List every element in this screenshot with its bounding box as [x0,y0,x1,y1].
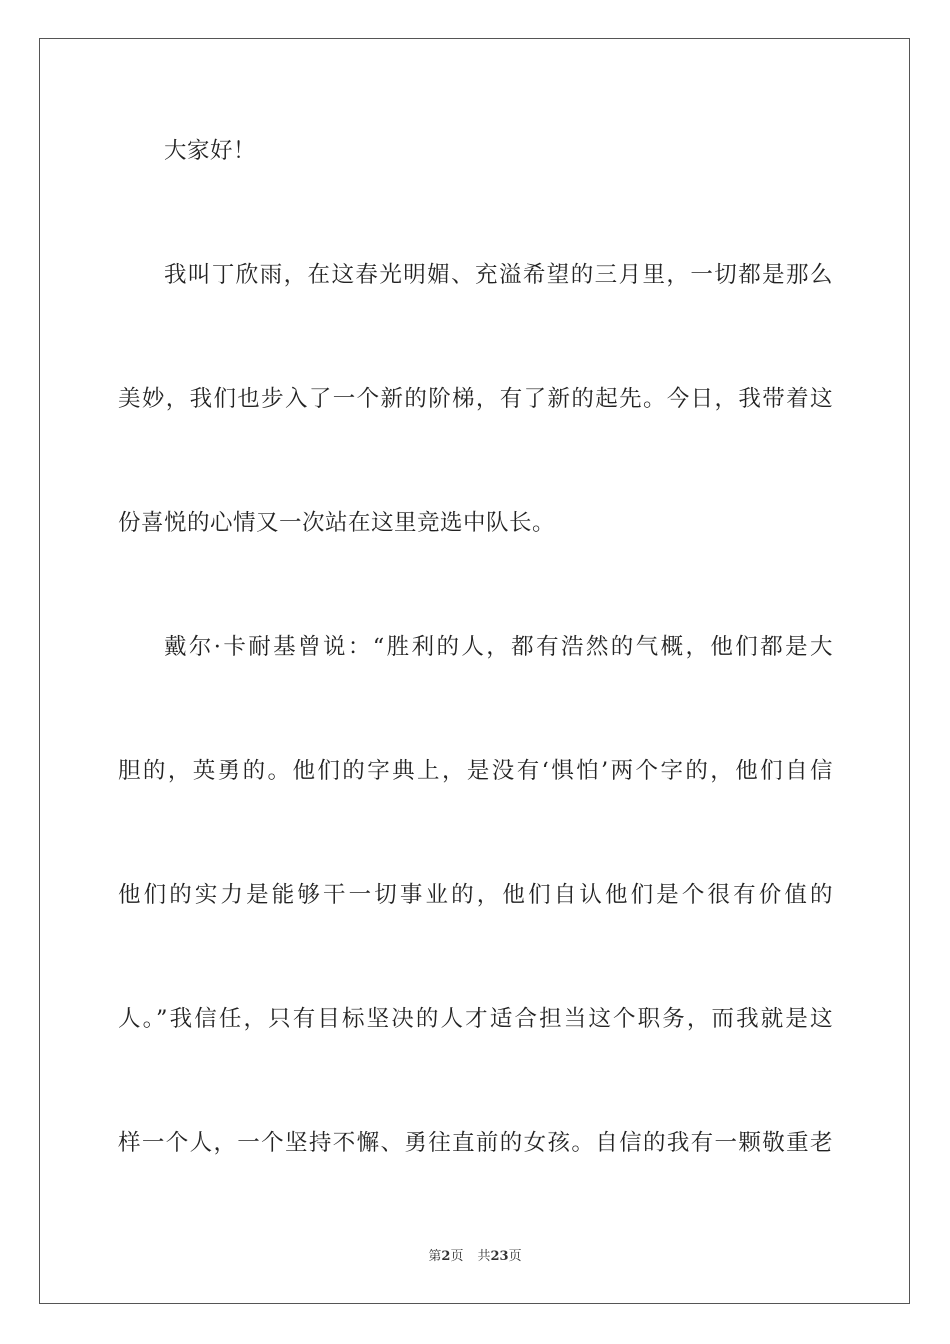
paragraph-2-line-4: 人。”我信任，只有目标坚决的人才适合担当这个职务，而我就是这 [118,1006,833,1032]
paragraph-2-line-1: 戴尔·卡耐基曾说：“胜利的人，都有浩然的气概，他们都是大 [164,634,833,660]
total-pages-suffix: 页 [508,1249,522,1264]
greeting-line: 大家好！ [164,138,257,164]
page-number-prefix: 第 [428,1249,442,1264]
page-number: 2 [441,1249,451,1264]
page-footer [0,1248,950,1266]
page-border [39,38,910,1304]
paragraph-2-line-2: 胆的，英勇的。他们的字典上，是没有‘惧怕’两个字的，他们自信 [118,758,833,784]
total-pages-prefix: 共 [477,1249,491,1264]
paragraph-2-line-3: 他们的实力是能够干一切事业的，他们自认他们是个很有价值的 [118,882,833,908]
paragraph-1-line-3: 份喜悦的心情又一次站在这里竞选中队长。 [118,510,556,536]
page-number-suffix: 页 [450,1249,464,1264]
paragraph-1-line-2: 美妙，我们也步入了一个新的阶梯，有了新的起先。今日，我带着这 [118,386,833,412]
paragraph-1-line-1: 我叫丁欣雨，在这春光明媚、充溢希望的三月里，一切都是那么 [164,262,833,288]
paragraph-2-line-5: 样一个人，一个坚持不懈、勇往直前的女孩。自信的我有一颗敬重老 [118,1130,833,1156]
total-pages: 23 [490,1249,509,1264]
